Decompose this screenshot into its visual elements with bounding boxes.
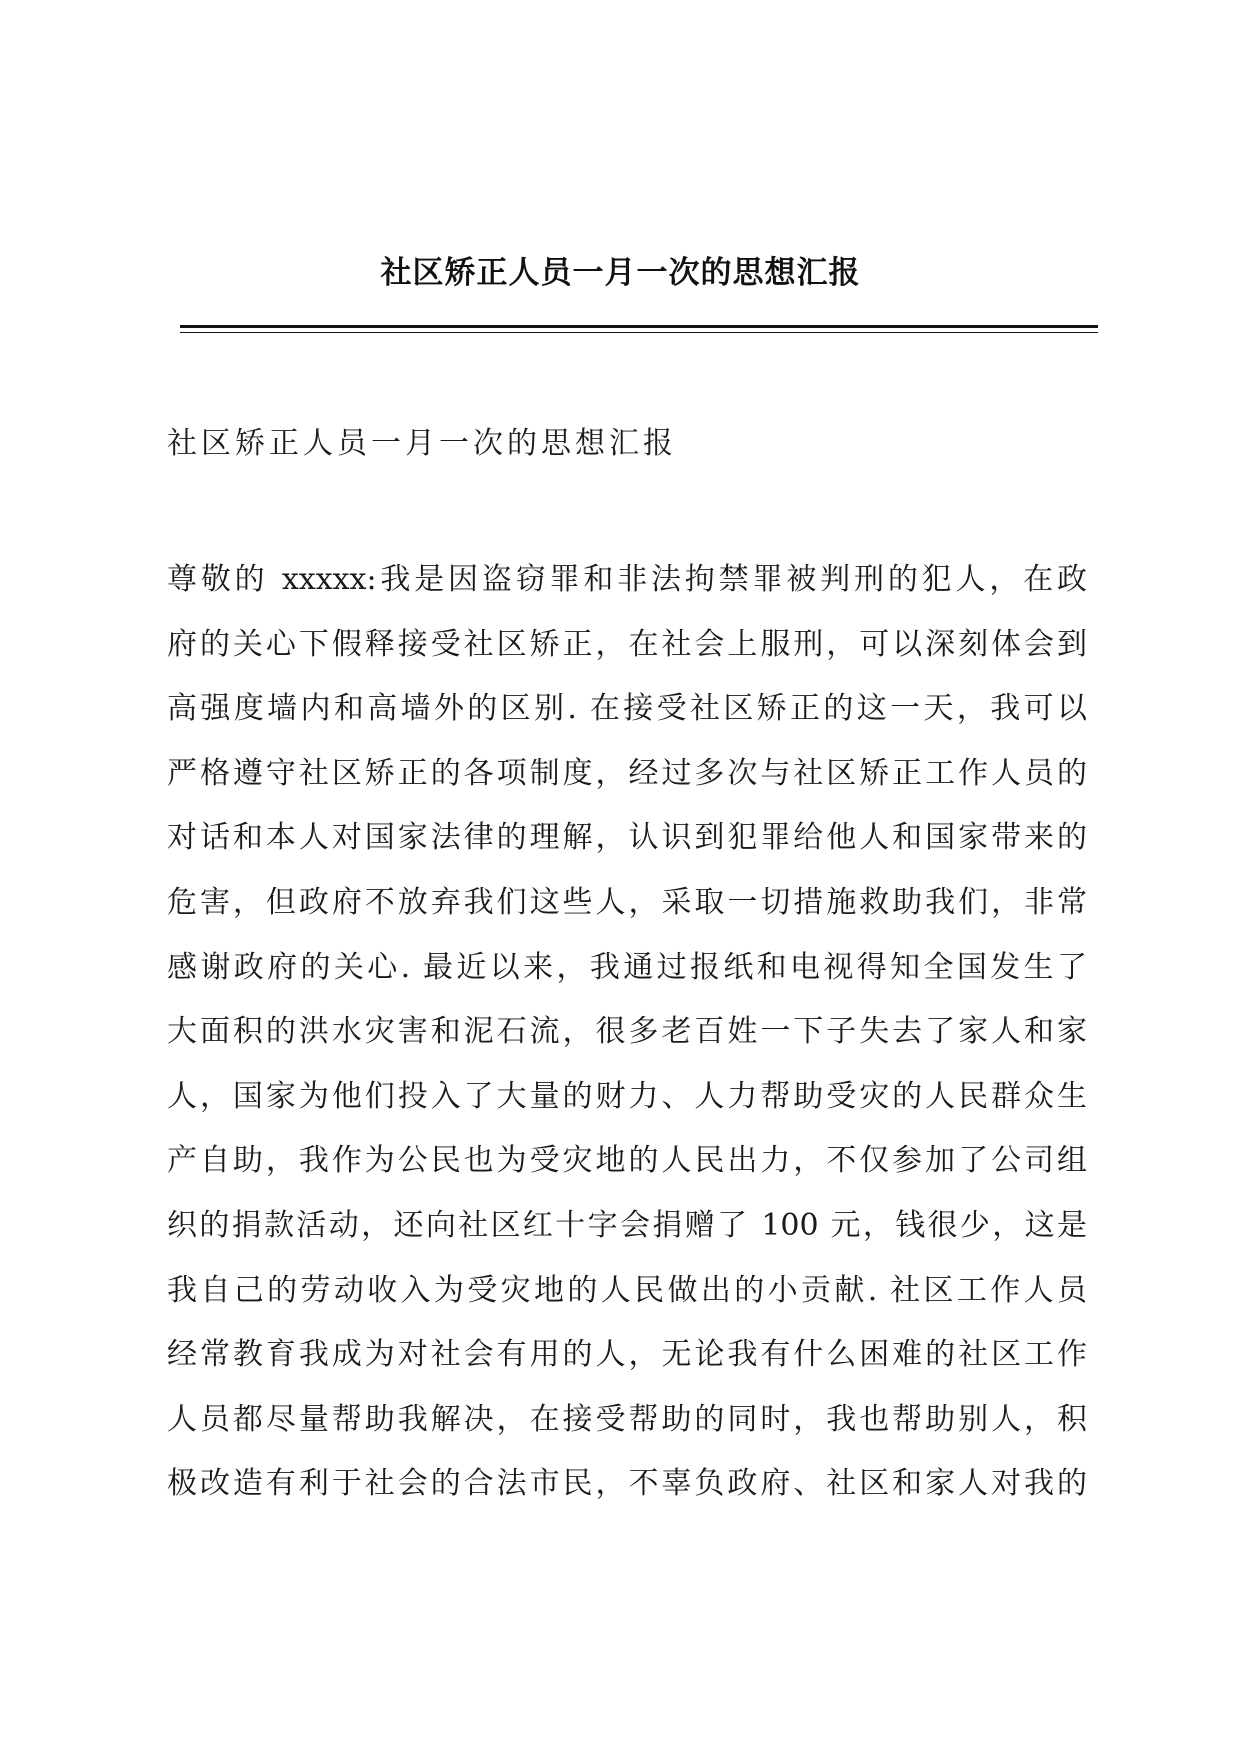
body-line: 经常教育我成为对社会有用的人，无论我有什么困难的社区工作 — [167, 1337, 1087, 1373]
body-line: 府的关心下假释接受社区矫正，在社会上服刑，可以深刻体会到 — [167, 626, 1087, 662]
body-line: 大面积的洪水灾害和泥石流，很多老百姓一下子失去了家人和家 — [167, 1014, 1087, 1050]
title-rule-thin — [180, 332, 1098, 333]
body-line: 危害，但政府不放弃我们这些人，采取一切措施救助我们，非常 — [167, 884, 1087, 920]
body-line: 产自助，我作为公民也为受灾地的人民出力，不仅参加了公司组 — [167, 1143, 1087, 1179]
body-line: 严格遵守社区矫正的各项制度，经过多次与社区矫正工作人员的 — [167, 755, 1087, 791]
body-line: 感谢政府的关心. 最近以来，我通过报纸和电视得知全国发生了 — [167, 949, 1087, 985]
title-rule-thick — [180, 325, 1098, 328]
body-line: 尊敬的 xxxxx:我是因盗窃罪和非法拘禁罪被判刑的犯人，在政 — [167, 562, 1087, 597]
body-line: 人员都尽量帮助我解决，在接受帮助的同时，我也帮助别人，积 — [167, 1401, 1087, 1437]
body-line: 高强度墙内和高墙外的区别. 在接受社区矫正的这一天，我可以 — [167, 691, 1087, 727]
body-line: 织的捐款活动，还向社区红十字会捐赠了 100 元，钱很少，这是 — [167, 1207, 1087, 1243]
body-line: 我自己的劳动收入为受灾地的人民做出的小贡献. 社区工作人员 — [167, 1272, 1087, 1308]
body-line: 对话和本人对国家法律的理解，认识到犯罪给他人和国家带来的 — [167, 820, 1087, 856]
document-title: 社区矫正人员一月一次的思想汇报 — [380, 255, 861, 291]
document-subtitle: 社区矫正人员一月一次的思想汇报 — [167, 426, 677, 461]
body-text — [167, 548, 1087, 1517]
body-line: 极改造有利于社会的合法市民，不辜负政府、社区和家人对我的 — [167, 1466, 1087, 1502]
body-line: 人，国家为他们投入了大量的财力、人力帮助受灾的人民群众生 — [167, 1078, 1087, 1114]
